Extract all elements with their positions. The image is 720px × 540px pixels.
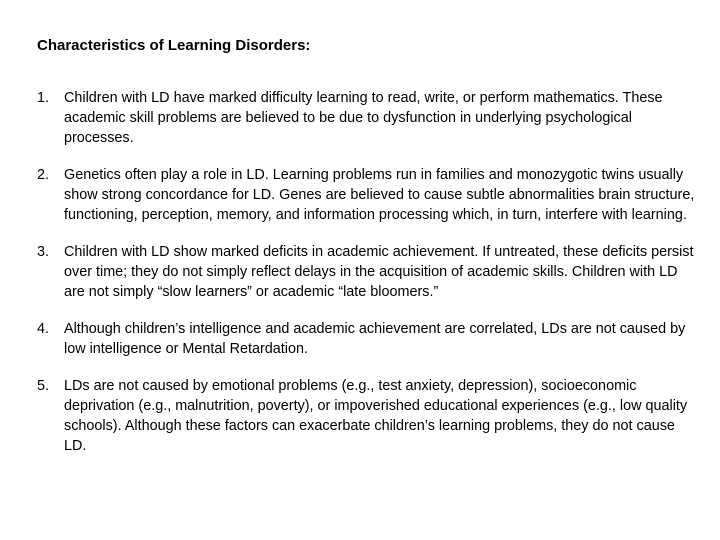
list-item-number: 4. xyxy=(37,321,50,337)
slide-title: Characteristics of Learning Disorders: xyxy=(37,37,311,54)
list-item xyxy=(37,376,697,456)
list-item xyxy=(37,242,697,302)
list-item xyxy=(37,165,697,225)
list-item-number: 5. xyxy=(37,378,50,394)
list-item-text: Children with LD show marked deficits in academic achievement. If untreated, these deficits persist over time; they do not simply reflect delays in the acquisition of academic skills. Children with LD are not simply “slow learners” or academic “late bloomers.” xyxy=(64,244,694,300)
list-item-text: Children with LD have marked difficulty learning to read, write, or perform mathematics. These academic skill problems are believed to be due to dysfunction in underlying psychological processes. xyxy=(64,90,663,146)
characteristics-list xyxy=(37,88,697,473)
list-item xyxy=(37,319,697,359)
list-item-text: LDs are not caused by emotional problems (e.g., test anxiety, depression), socioeconomic deprivation (e.g., malnutrition, poverty), or impoverished educational experiences (e.g., low quality schools). Although these factors can exacerbate children’s learning problems, they do not cause LD. xyxy=(64,378,688,454)
list-item xyxy=(37,88,697,148)
list-item-text: Genetics often play a role in LD. Learning problems run in families and monozygotic twins usually show strong concordance for LD. Genes are believed to cause subtle abnormalities brain structure, functioning, perception, memory, and information processing which, in turn, interfere with learning. xyxy=(64,167,695,223)
list-item-text: Although children’s intelligence and academic achievement are correlated, LDs are not caused by low intelligence or Mental Retardation. xyxy=(64,321,686,357)
list-item-number: 2. xyxy=(37,167,50,183)
list-item-number: 3. xyxy=(37,244,50,260)
list-item-number: 1. xyxy=(37,90,50,106)
